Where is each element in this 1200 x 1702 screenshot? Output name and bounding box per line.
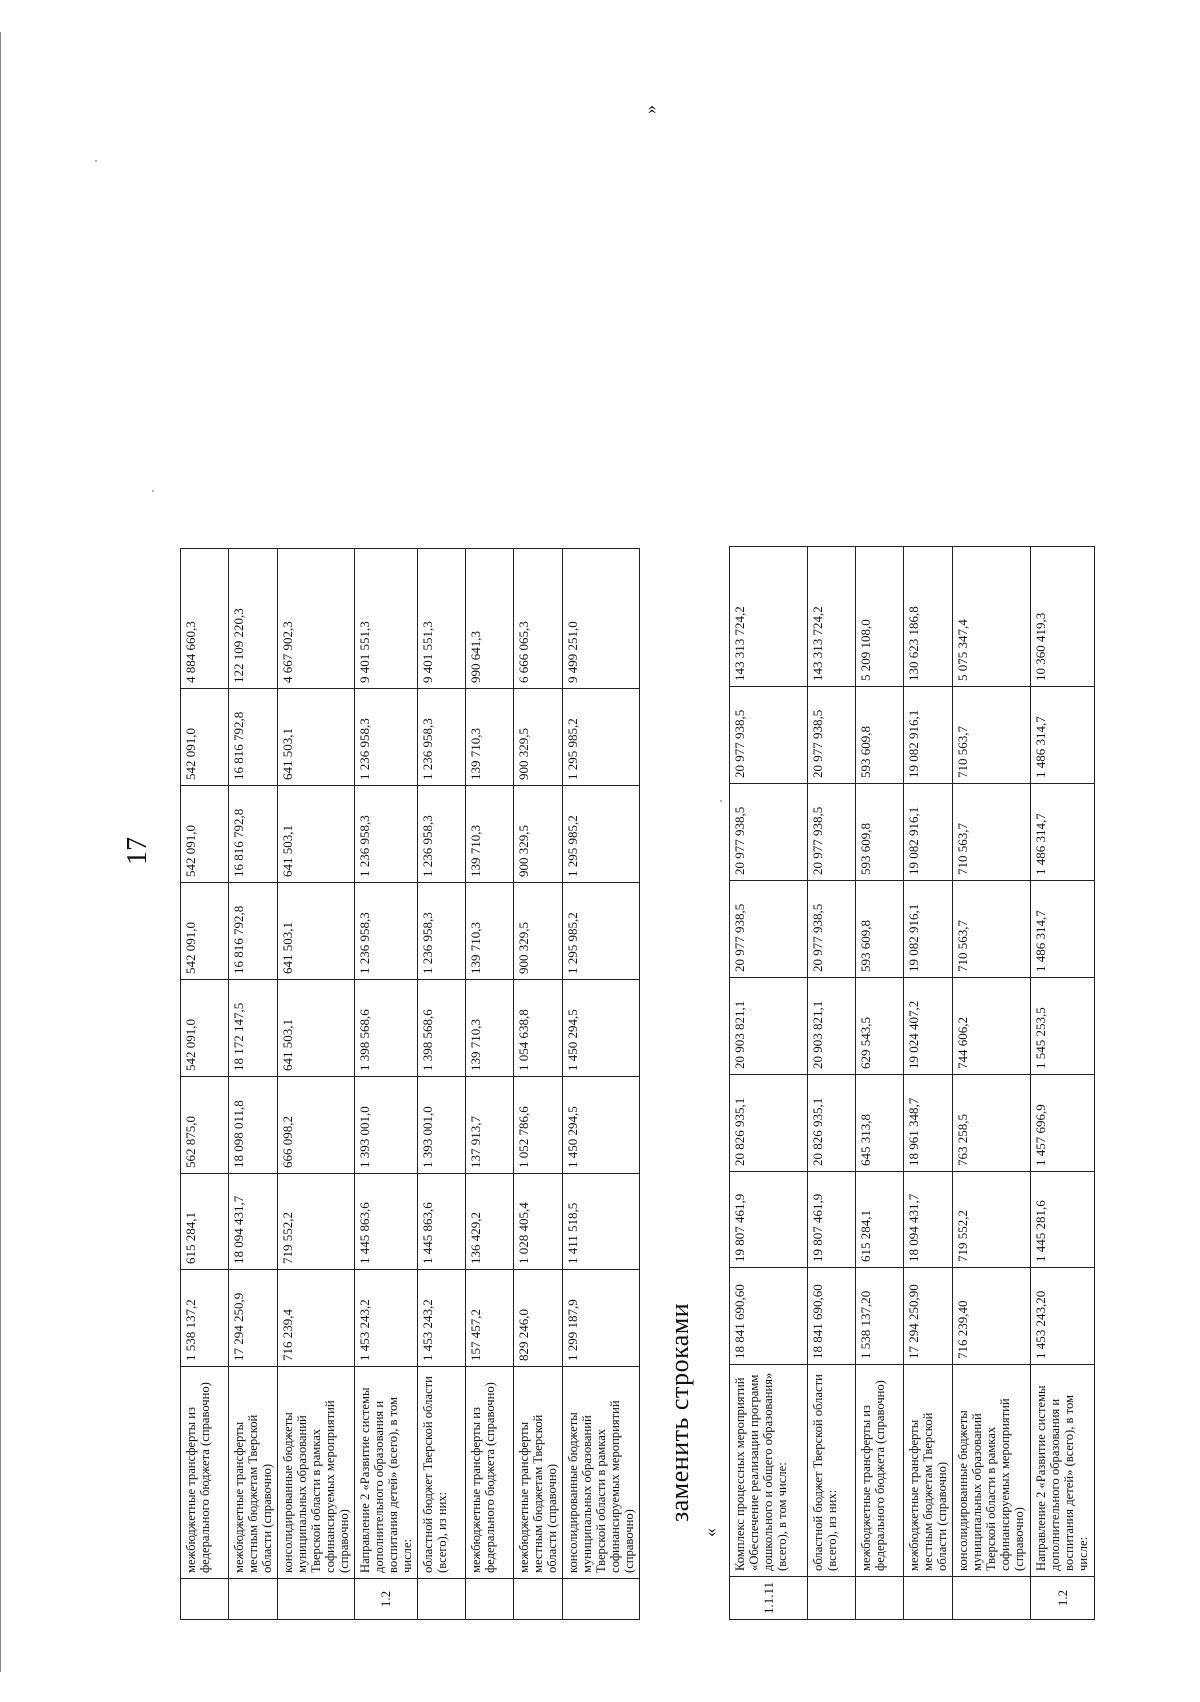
- value-cell: 719 552,2: [953, 1171, 1031, 1267]
- value-cell: 20 977 938,5: [730, 880, 808, 977]
- value-cell: 1 052 786,6: [514, 1077, 563, 1174]
- row-name-cell: областной бюджет Тверской области (всего), из них:: [418, 1367, 466, 1579]
- value-cell: 593 609,8: [856, 783, 904, 880]
- value-cell: 19 082 916,1: [904, 880, 953, 977]
- row-name-cell: межбюджетные трансферты местным бюджетам Тверской области (справочно): [229, 1367, 278, 1579]
- value-cell: 1 486 314,7: [1031, 686, 1095, 783]
- value-cell: 20 903 821,1: [730, 977, 808, 1074]
- row-code-cell: [904, 1576, 953, 1619]
- value-cell: 5 209 108,0: [856, 546, 904, 686]
- row-code-cell: [953, 1576, 1031, 1619]
- value-cell: 1 054 638,8: [514, 980, 563, 1077]
- row-code-cell: [229, 1579, 278, 1620]
- value-cell: 542 091,0: [181, 689, 229, 786]
- value-cell: 18 094 431,7: [904, 1171, 953, 1267]
- value-cell: 763 258,5: [953, 1074, 1031, 1171]
- value-cell: 20 826 935,1: [808, 1074, 856, 1171]
- value-cell: 17 294 250,9: [229, 1270, 278, 1367]
- value-cell: 20 977 938,5: [808, 783, 856, 880]
- value-cell: 542 091,0: [181, 980, 229, 1077]
- value-cell: 18 172 147,5: [229, 980, 278, 1077]
- row-name-cell: Направление 2 «Развитие системы дополнительного образования и воспитания детей» (всего), в том числе:: [355, 1367, 418, 1579]
- value-cell: 16 816 792,8: [229, 883, 278, 980]
- value-cell: 16 816 792,8: [229, 689, 278, 786]
- value-cell: 1 236 958,3: [418, 883, 466, 980]
- value-cell: 562 875,0: [181, 1077, 229, 1174]
- value-cell: 157 457,2: [466, 1270, 514, 1367]
- page-number: 17: [122, 837, 153, 865]
- value-cell: 5 075 347,4: [953, 546, 1031, 686]
- value-cell: 645 313,8: [856, 1074, 904, 1171]
- table-row: [418, 549, 466, 1620]
- row-code-cell: [856, 1576, 904, 1619]
- value-cell: 900 329,5: [514, 786, 563, 883]
- value-cell: 18 841 690,60: [730, 1267, 808, 1364]
- value-cell: 744 606,2: [953, 977, 1031, 1074]
- value-cell: 710 563,7: [953, 686, 1031, 783]
- table-row: [1031, 546, 1095, 1619]
- value-cell: 20 826 935,1: [730, 1074, 808, 1171]
- value-cell: 719 552,2: [278, 1174, 355, 1270]
- value-cell: 20 977 938,5: [730, 686, 808, 783]
- table-row: [466, 549, 514, 1620]
- value-cell: 1 486 314,7: [1031, 880, 1095, 977]
- value-cell: 1 236 958,3: [418, 689, 466, 786]
- value-cell: 4 667 902,3: [278, 549, 355, 689]
- value-cell: 20 977 938,5: [808, 880, 856, 977]
- value-cell: 1 236 958,3: [355, 883, 418, 980]
- row-code-cell: [181, 1579, 229, 1620]
- value-cell: 1 398 568,6: [355, 980, 418, 1077]
- value-cell: 137 913,7: [466, 1077, 514, 1174]
- row-code-cell: [418, 1579, 466, 1620]
- value-cell: 542 091,0: [181, 786, 229, 883]
- value-cell: 18 841 690,60: [808, 1267, 856, 1364]
- value-cell: 19 807 461,9: [808, 1171, 856, 1267]
- value-cell: 641 503,1: [278, 689, 355, 786]
- value-cell: 1 445 281,6: [1031, 1171, 1095, 1267]
- value-cell: 1 295 985,2: [563, 689, 640, 786]
- value-cell: 1 393 001,0: [355, 1077, 418, 1174]
- table-row: [856, 546, 904, 1619]
- value-cell: 615 284,1: [181, 1174, 229, 1270]
- value-cell: 20 977 938,5: [730, 783, 808, 880]
- row-code-cell: 1.2: [355, 1579, 418, 1620]
- value-cell: 1 450 294,5: [563, 1077, 640, 1174]
- value-cell: 1 299 187,9: [563, 1270, 640, 1367]
- value-cell: 1 453 243,20: [1031, 1267, 1095, 1364]
- row-name-cell: консолидированные бюджеты муниципальных образований Тверской области в рамках софинансируемых мероприятий (справочно): [278, 1367, 355, 1579]
- value-cell: 139 710,3: [466, 883, 514, 980]
- value-cell: 20 903 821,1: [808, 977, 856, 1074]
- row-name-cell: межбюджетные трансферты из федерального бюджета (справочно): [181, 1367, 229, 1579]
- value-cell: 829 246,0: [514, 1270, 563, 1367]
- value-cell: 17 294 250,90: [904, 1267, 953, 1364]
- table-row: [563, 549, 640, 1620]
- value-cell: 122 109 220,3: [229, 549, 278, 689]
- value-cell: 1 295 985,2: [563, 786, 640, 883]
- value-cell: 19 082 916,1: [904, 783, 953, 880]
- value-cell: 710 563,7: [953, 880, 1031, 977]
- row-name-cell: Направление 2 «Развитие системы дополнительного образования и воспитания детей» (всего), в том числе:: [1031, 1364, 1095, 1576]
- value-cell: 1 538 137,20: [856, 1267, 904, 1364]
- row-code-cell: [278, 1579, 355, 1620]
- value-cell: 716 239,40: [953, 1267, 1031, 1364]
- value-cell: 710 563,7: [953, 783, 1031, 880]
- row-name-cell: консолидированные бюджеты муниципальных образований Тверской области в рамках софинансируемых мероприятий (справочно): [953, 1364, 1031, 1576]
- value-cell: 4 884 660,3: [181, 549, 229, 689]
- table-row: [904, 546, 953, 1619]
- scan-edge-line: [0, 32, 1, 1672]
- value-cell: 1 028 405,4: [514, 1174, 563, 1270]
- scan-speck: [720, 800, 722, 802]
- table-row: [229, 549, 278, 1620]
- value-cell: 593 609,8: [856, 686, 904, 783]
- table-row: [278, 549, 355, 1620]
- row-code-cell: [466, 1579, 514, 1620]
- budget-table-top: [180, 548, 640, 1620]
- value-cell: 143 313 724,2: [808, 546, 856, 686]
- value-cell: 1 236 958,3: [355, 786, 418, 883]
- value-cell: 20 977 938,5: [808, 686, 856, 783]
- value-cell: 1 457 696,9: [1031, 1074, 1095, 1171]
- value-cell: 18 961 348,7: [904, 1074, 953, 1171]
- table-row: [808, 546, 856, 1619]
- row-name-cell: межбюджетные трансферты из федерального бюджета (справочно): [856, 1364, 904, 1576]
- value-cell: 6 666 065,3: [514, 549, 563, 689]
- value-cell: 1 445 863,6: [418, 1174, 466, 1270]
- opening-quote-mark: «: [700, 1528, 720, 1537]
- section-heading: заменить строками: [665, 1302, 694, 1522]
- value-cell: 19 024 407,2: [904, 977, 953, 1074]
- row-code-cell: [514, 1579, 563, 1620]
- value-cell: 9 499 251,0: [563, 549, 640, 689]
- scan-speck: [152, 490, 154, 492]
- row-code-cell: 1.2: [1031, 1576, 1095, 1619]
- value-cell: 1 398 568,6: [418, 980, 466, 1077]
- row-code-cell: 1.1.11: [730, 1576, 808, 1619]
- value-cell: 10 360 419,3: [1031, 546, 1095, 686]
- value-cell: 1 453 243,2: [355, 1270, 418, 1367]
- value-cell: 593 609,8: [856, 880, 904, 977]
- closing-quote-mark: »: [640, 105, 660, 114]
- value-cell: 641 503,1: [278, 883, 355, 980]
- value-cell: 641 503,1: [278, 980, 355, 1077]
- value-cell: 716 239,4: [278, 1270, 355, 1367]
- table-row: [355, 549, 418, 1620]
- budget-table-bottom: [729, 546, 1095, 1620]
- value-cell: 615 284,1: [856, 1171, 904, 1267]
- value-cell: 9 401 551,3: [355, 549, 418, 689]
- value-cell: 139 710,3: [466, 689, 514, 786]
- row-name-cell: межбюджетные трансферты местным бюджетам Тверской области (справочно): [904, 1364, 953, 1576]
- value-cell: 1 545 253,5: [1031, 977, 1095, 1074]
- value-cell: 139 710,3: [466, 786, 514, 883]
- table-row: [730, 546, 808, 1619]
- value-cell: 1 450 294,5: [563, 980, 640, 1077]
- value-cell: 666 098,2: [278, 1077, 355, 1174]
- value-cell: 18 098 011,8: [229, 1077, 278, 1174]
- value-cell: 18 094 431,7: [229, 1174, 278, 1270]
- value-cell: 1 453 243,2: [418, 1270, 466, 1367]
- row-code-cell: [808, 1576, 856, 1619]
- value-cell: 19 807 461,9: [730, 1171, 808, 1267]
- value-cell: 16 816 792,8: [229, 786, 278, 883]
- value-cell: 542 091,0: [181, 883, 229, 980]
- value-cell: 9 401 551,3: [418, 549, 466, 689]
- value-cell: 1 411 518,5: [563, 1174, 640, 1270]
- table-row: [514, 549, 563, 1620]
- value-cell: 1 486 314,7: [1031, 783, 1095, 880]
- value-cell: 19 082 916,1: [904, 686, 953, 783]
- value-cell: 900 329,5: [514, 883, 563, 980]
- row-name-cell: межбюджетные трансферты из федерального бюджета (справочно): [466, 1367, 514, 1579]
- value-cell: 136 429,2: [466, 1174, 514, 1270]
- row-name-cell: консолидированные бюджеты муниципальных образований Тверской области в рамках софинансируемых мероприятий (справочно): [563, 1367, 640, 1579]
- table-row: [953, 546, 1031, 1619]
- scan-speck: [95, 160, 97, 162]
- value-cell: 990 641,3: [466, 549, 514, 689]
- value-cell: 1 236 958,3: [418, 786, 466, 883]
- value-cell: 139 710,3: [466, 980, 514, 1077]
- value-cell: 641 503,1: [278, 786, 355, 883]
- row-name-cell: межбюджетные трансферты местным бюджетам Тверской области (справочно): [514, 1367, 563, 1579]
- value-cell: 1 295 985,2: [563, 883, 640, 980]
- value-cell: 1 538 137,2: [181, 1270, 229, 1367]
- value-cell: 130 623 186,8: [904, 546, 953, 686]
- value-cell: 1 445 863,6: [355, 1174, 418, 1270]
- value-cell: 143 313 724,2: [730, 546, 808, 686]
- table-row: [181, 549, 229, 1620]
- row-name-cell: областной бюджет Тверской области (всего), из них:: [808, 1364, 856, 1576]
- value-cell: 900 329,5: [514, 689, 563, 786]
- value-cell: 1 393 001,0: [418, 1077, 466, 1174]
- row-code-cell: [563, 1579, 640, 1620]
- row-name-cell: Комплекс процессных мероприятий «Обеспечение реализации программ дошкольного и общего образования» (всего), в том числе:: [730, 1364, 808, 1576]
- value-cell: 1 236 958,3: [355, 689, 418, 786]
- value-cell: 629 543,5: [856, 977, 904, 1074]
